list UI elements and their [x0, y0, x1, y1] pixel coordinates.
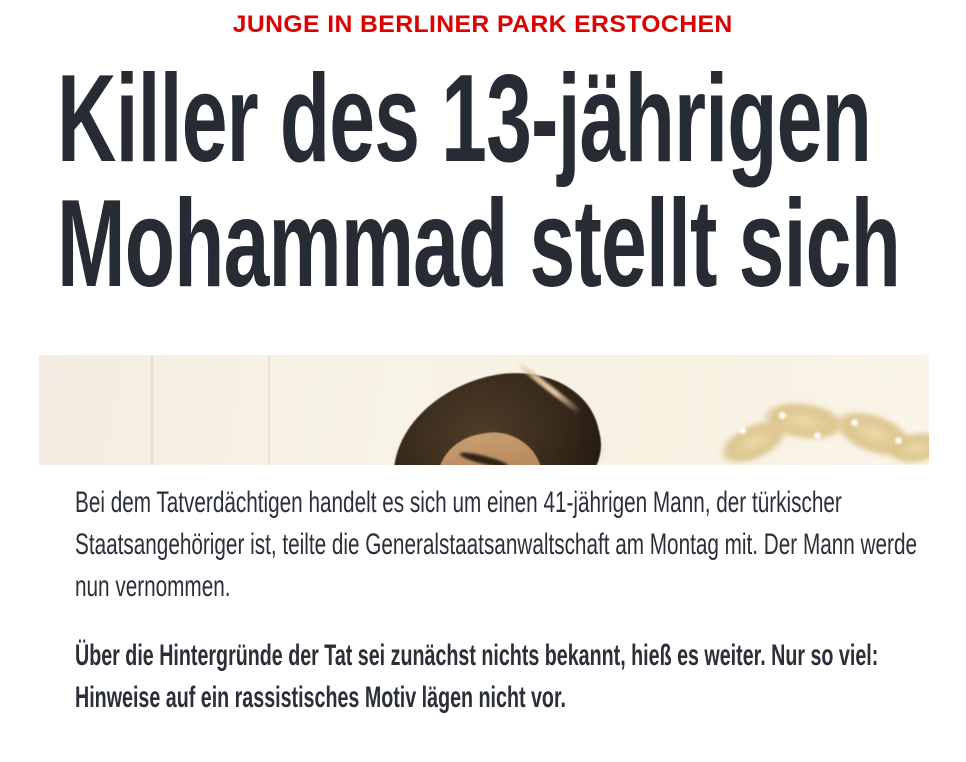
kicker — [0, 12, 966, 38]
page-title — [57, 50, 966, 313]
sparkle-dot — [895, 437, 902, 444]
body-line — [75, 566, 966, 608]
body-paragraph-2-line-2: Hinweise auf ein rassistisches Motiv lägen nicht vor. — [75, 681, 566, 714]
body-paragraph-2 — [75, 635, 966, 719]
sparkle-dot — [779, 412, 786, 419]
wall-seam-line — [151, 355, 153, 465]
wall-seam-line — [268, 355, 270, 465]
body-line — [75, 482, 966, 524]
body-line — [75, 677, 966, 719]
body-line — [75, 524, 966, 566]
sparkle-dot — [814, 432, 821, 439]
sparkle-dot — [851, 419, 858, 426]
headline-line — [57, 50, 966, 188]
body-paragraph-1 — [75, 482, 966, 608]
photo-tinsel-garland — [719, 397, 929, 465]
body-paragraph-1-line-1: Bei dem Tatverdächtigen handelt es sich um einen 41-jährigen Mann, der türkischer — [75, 486, 842, 519]
headline-line-2-text: Mohammad stellt sich — [57, 175, 901, 313]
article-image[interactable] — [39, 355, 929, 465]
sparkle-dot — [739, 427, 746, 434]
headline-line — [57, 175, 966, 313]
body-paragraph-1-line-2: Staatsangehöriger ist, teilte die Generalstaatsanwaltschaft am Montag mit. Der Mann werde — [75, 528, 917, 561]
photo-wall — [39, 355, 929, 465]
kicker-link[interactable]: JUNGE IN BERLINER PARK ERSTOCHEN — [233, 11, 733, 38]
body-line — [75, 635, 966, 677]
body-paragraph-1-line-3: nun vernommen. — [75, 570, 231, 603]
body-paragraph-2-line-1: Über die Hintergründe der Tat sei zunächst nichts bekannt, hieß es weiter. Nur so viel: — [75, 639, 879, 672]
headline-line-1-text: Killer des 13-jährigen — [57, 50, 872, 188]
